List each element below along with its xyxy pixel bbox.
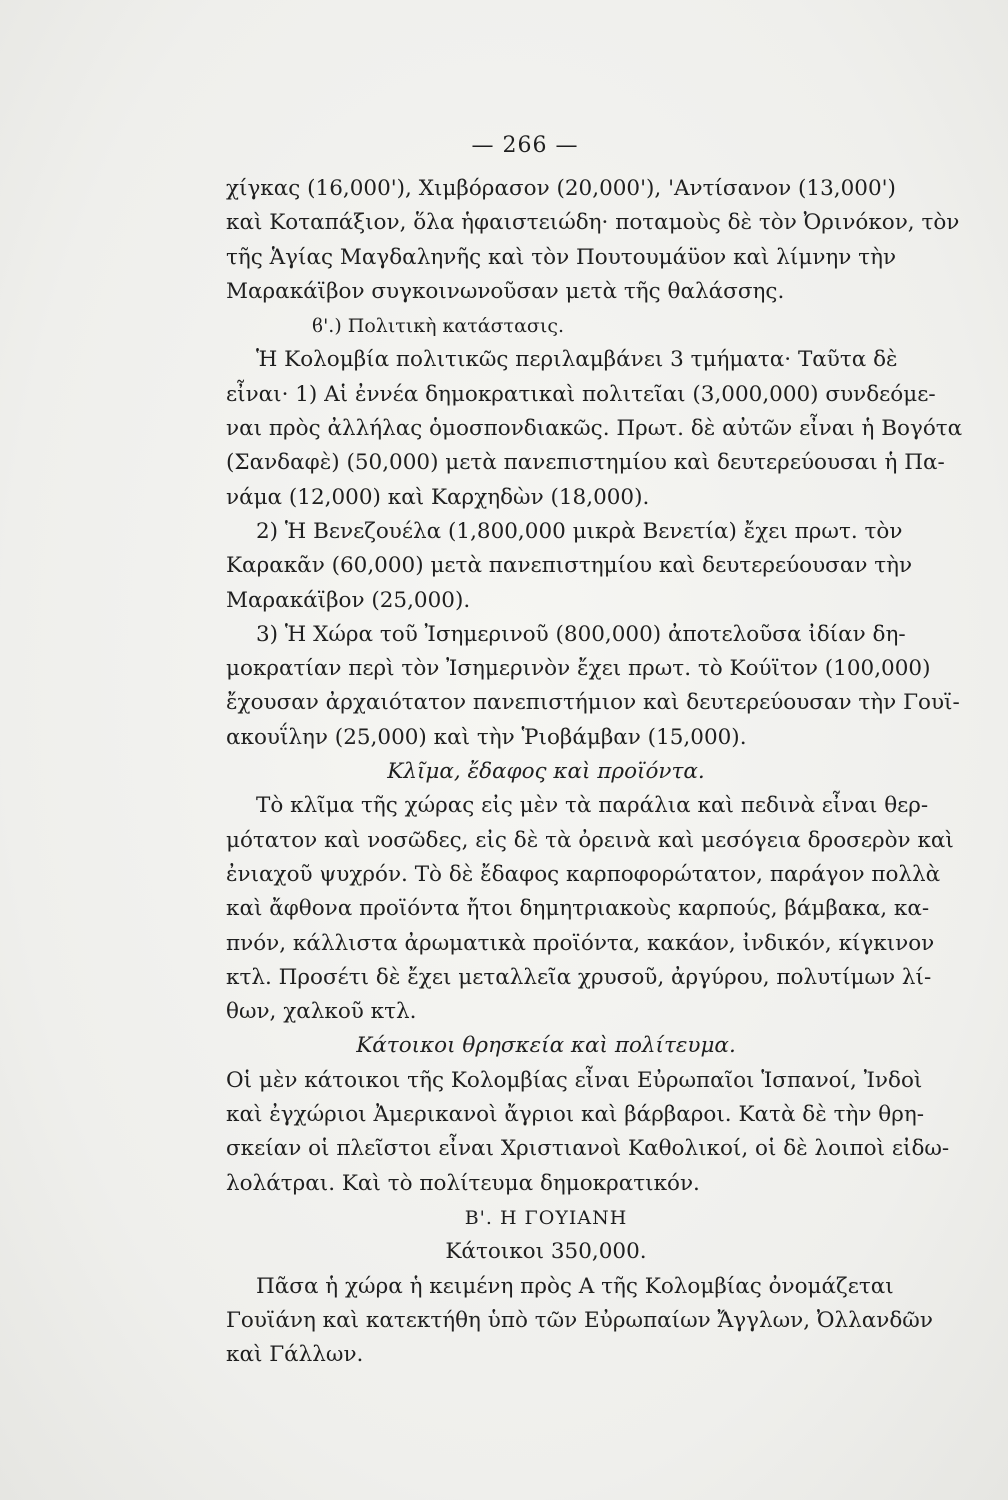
section-heading-politics: ϐ'.) Πολιτικὴ κατάστασις. — [312, 315, 565, 338]
text-line: τῆς Ἁγίας Μαγδαληνῆς καὶ τὸν Πουτουμάϋον καὶ λίμνην τὴν — [226, 244, 897, 270]
text-line: Μαρακάϊβον (25,000). — [226, 587, 471, 613]
page-text — [226, 172, 963, 1372]
text-line: πνόν, κάλλιστα ἀρωματικὰ προϊόντα, κακάον, ἰνδικόν, κίγκινον — [226, 930, 935, 956]
text-line: καὶ Κοταπάξιον, ὅλα ἡφαιστειώδη· ποταμοὺς δὲ τὸν Ὀρινόκον, τὸν — [226, 210, 960, 236]
section-heading-inhabitants: Κάτοικοι θρησκεία καὶ πολίτευμα. — [356, 1033, 736, 1059]
text-line: ακουΐλην (25,000) καὶ τὴν Ῥιοβάμβαν (15,000). — [226, 724, 747, 750]
text-line: σκείαν οἱ πλεῖστοι εἶναι Χριστιανοὶ Καθολικοί, οἱ δὲ λοιποὶ εἰδω- — [226, 1136, 950, 1162]
text-line: καὶ ἄφθονα προϊόντα ἤτοι δημητριακοὺς καρπούς, βάμβακα, κα- — [226, 896, 930, 922]
population-line: Κάτοικοι 350,000. — [445, 1239, 647, 1265]
text-line: ἐνιαχοῦ ψυχρόν. Τὸ δὲ ἔδαφος καρποφορώτατον, παράγον πολλὰ — [226, 861, 941, 887]
page-number: — 266 — — [471, 133, 579, 158]
text-line: εἶναι· 1) Αἱ ἐννέα δημοκρατικαὶ πολιτεῖαι (3,000,000) συνδεόμε- — [226, 381, 936, 407]
text-line: νάμα (12,000) καὶ Καρχηδὼν (18,000). — [226, 484, 650, 510]
text-line: κτλ. Προσέτι δὲ ἔχει μεταλλεῖα χρυσοῦ, ἀργύρου, πολυτίμων λί- — [226, 964, 932, 990]
text-line: Οἱ μὲν κάτοικοι τῆς Κολομβίας εἶναι Εὐρωπαῖοι Ἱσπανοί, Ἰνδοὶ — [226, 1067, 923, 1093]
text-line: Ἡ Κολομβία πολιτικῶς περιλαμβάνει 3 τμήματα· Ταῦτα δὲ — [256, 347, 898, 373]
text-line: χίγκας (16,000'), Χιμβόρασον (20,000'), 'Αντίσανον (13,000') — [226, 176, 896, 201]
text-line: 2) Ἡ Βενεζουέλα (1,800,000 μικρὰ Βενετία) ἔχει πρωτ. τὸν — [256, 518, 903, 544]
text-line: ναι πρὸς ἀλλήλας ὁμοσπονδιακῶς. Πρωτ. δὲ αὐτῶν εἶναι ἡ Βογότα — [226, 416, 963, 442]
section-heading-guiana: Β'. Η ΓΟΥΙΑΝΗ — [464, 1206, 628, 1229]
text-line: ἔχουσαν ἀρχαιότατον πανεπιστήμιον καὶ δευτερεύουσαν τὴν Γουϊ- — [226, 690, 960, 716]
text-line: θων, χαλκοῦ κτλ. — [226, 999, 417, 1025]
text-line: Τὸ κλῖμα τῆς χώρας εἰς μὲν τὰ παράλια καὶ πεδινὰ εἶναι θερ- — [256, 793, 929, 819]
section-heading-climate: Κλῖμα, ἔδαφος καὶ προϊόντα. — [387, 759, 705, 785]
text-line: 3) Ἡ Χώρα τοῦ Ἰσημερινοῦ (800,000) ἀποτελοῦσα ἰδίαν δη- — [256, 621, 906, 647]
text-line: Καρακᾶν (60,000) μετὰ πανεπιστημίου καὶ δευτερεύουσαν τὴν — [226, 553, 913, 579]
text-line: Πᾶσα ἡ χώρα ἡ κειμένη πρὸς Α τῆς Κολομβίας ὀνομάζεται — [256, 1273, 894, 1299]
text-line: καὶ Γάλλων. — [226, 1342, 364, 1368]
text-line: Μαρακάϊβον συγκοινωνοῦσαν μετὰ τῆς θαλάσσης. — [226, 278, 785, 304]
text-line: (Σανδαφὲ) (50,000) μετὰ πανεπιστημίου καὶ δευτερεύουσαι ἡ Πα- — [226, 450, 945, 476]
text-line: μότατον καὶ νοσῶδες, εἰς δὲ τὰ ὀρεινὰ καὶ μεσόγεια δροσερὸν καὶ — [226, 827, 954, 853]
text-line: μοκρατίαν περὶ τὸν Ἰσημερινὸν ἔχει πρωτ. τὸ Κούϊτον (100,000) — [226, 656, 931, 682]
text-line: Γουϊάνη καὶ κατεκτήθη ὑπὸ τῶν Εὐρωπαίων Ἄγγλων, Ὀλλανδῶν — [226, 1307, 933, 1333]
text-line: καὶ ἐγχώριοι Ἀμερικανοὶ ἄγριοι καὶ βάρβαροι. Κατὰ δὲ τὴν θρη- — [226, 1102, 925, 1128]
text-line: λολάτραι. Καὶ τὸ πολίτευμα δημοκρατικόν. — [226, 1170, 700, 1196]
